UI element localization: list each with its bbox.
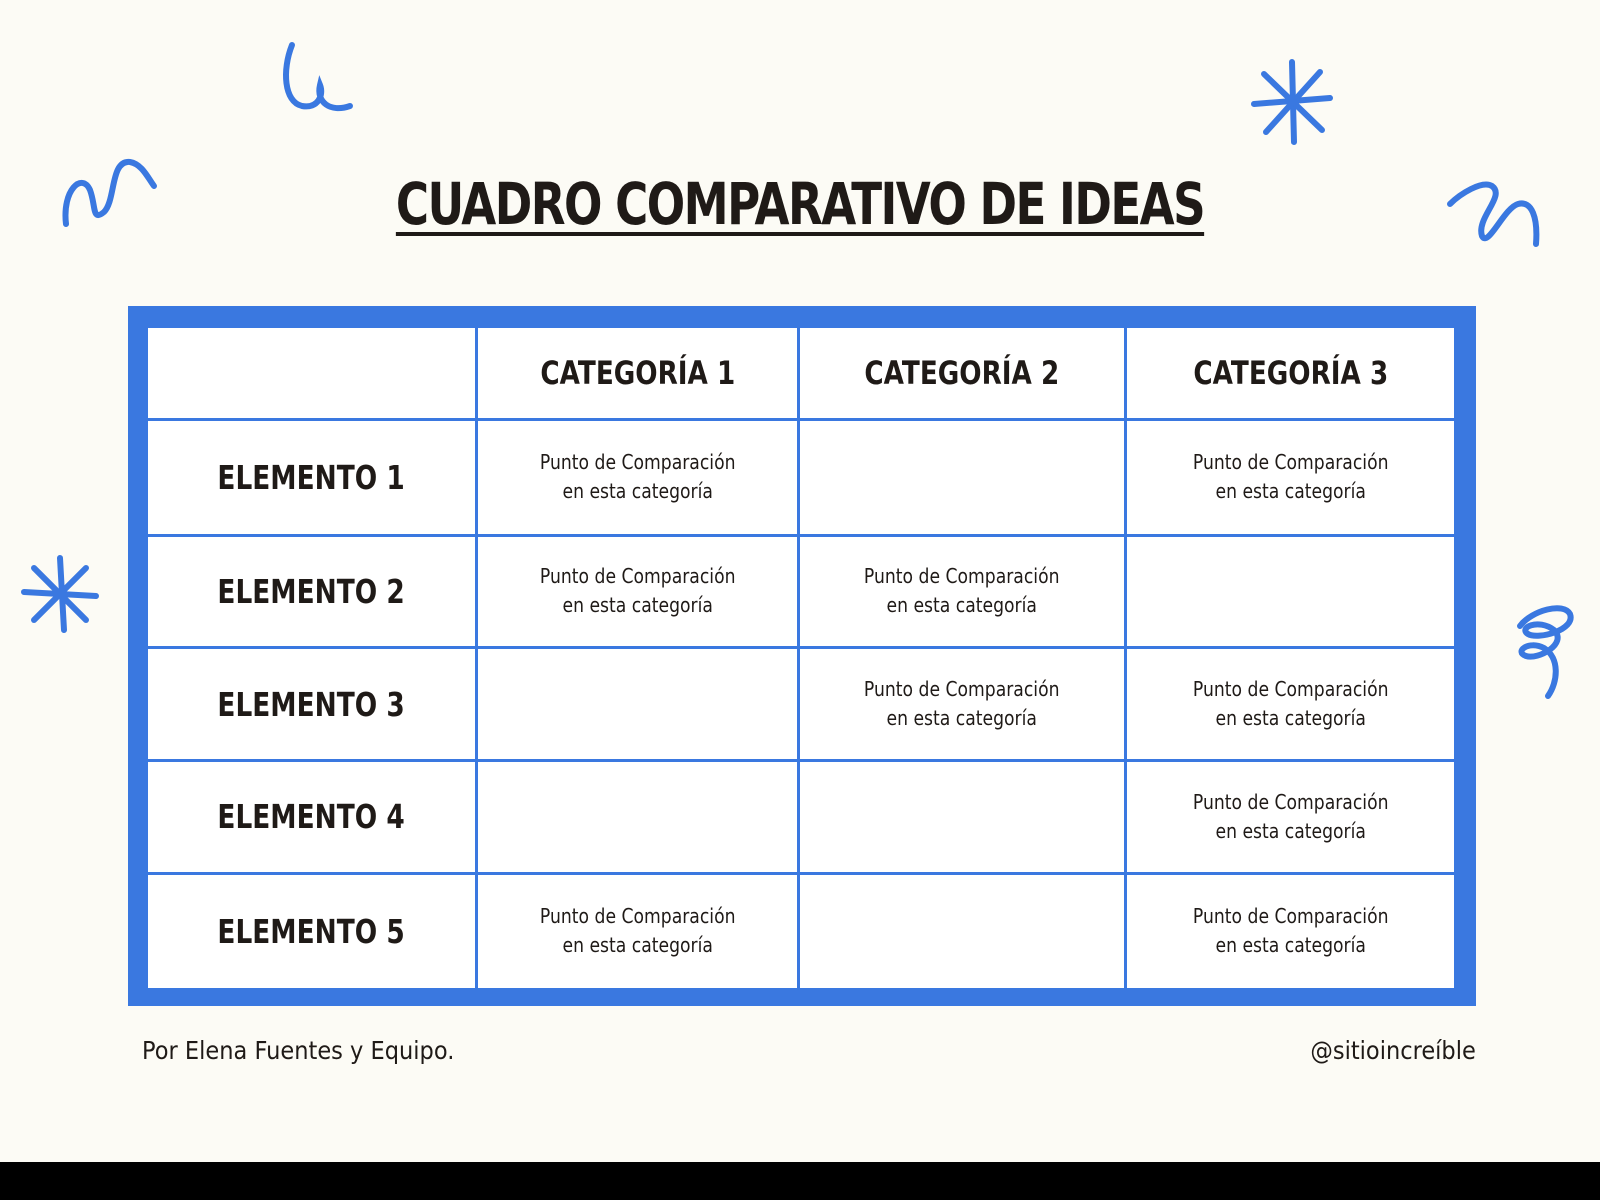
cell-line: en esta categoría [1215, 818, 1366, 843]
cell-line: en esta categoría [1215, 479, 1366, 504]
table-cell [477, 873, 799, 988]
cell-text [540, 902, 736, 960]
page-title [176, 170, 1424, 238]
cell-line: Punto de Comparación [539, 904, 736, 929]
table-row [148, 761, 1454, 874]
cell-line: Punto de Comparación [1192, 789, 1389, 814]
cell-text [540, 448, 736, 506]
cell-line: Punto de Comparación [1192, 450, 1389, 475]
cell-line: Punto de Comparación [1192, 904, 1389, 929]
comparison-table [148, 328, 1454, 988]
cell-text [1193, 675, 1389, 733]
row-header-label: ELEMENTO 3 [217, 684, 406, 724]
row-header [148, 419, 477, 535]
table-cell [799, 873, 1126, 988]
bottom-bar [0, 1162, 1600, 1200]
cell-text [864, 675, 1060, 733]
table-cell [1125, 761, 1454, 874]
table-cell [799, 761, 1126, 874]
table-row [148, 873, 1454, 988]
table-row [148, 648, 1454, 761]
table-cell [477, 419, 799, 535]
column-header [799, 328, 1126, 419]
table-cell [1125, 535, 1454, 648]
row-header [148, 648, 477, 761]
column-header-label: CATEGORÍA 3 [1193, 353, 1388, 392]
cell-line: Punto de Comparación [539, 450, 736, 475]
table-cell [477, 535, 799, 648]
header-row [148, 328, 1454, 419]
table-row [148, 535, 1454, 648]
table-cell [1125, 648, 1454, 761]
table-row [148, 419, 1454, 535]
table-cell [477, 761, 799, 874]
row-header-label: ELEMENTO 5 [217, 911, 406, 951]
comparison-table-frame [128, 306, 1476, 1006]
table-cell [799, 419, 1126, 535]
table-cell [1125, 873, 1454, 988]
wave-squiggle-icon [1446, 178, 1546, 250]
cell-line: en esta categoría [1215, 706, 1366, 731]
asterisk-icon [22, 556, 98, 632]
cell-line: Punto de Comparación [864, 564, 1060, 589]
corner-cell [148, 328, 477, 419]
column-header [1125, 328, 1454, 419]
row-header-label: ELEMENTO 2 [217, 571, 406, 611]
table-cell [1125, 419, 1454, 535]
asterisk-icon [1250, 60, 1334, 144]
social-handle: @sitioincreíble [1310, 1036, 1476, 1065]
cell-text [1193, 788, 1389, 846]
cell-line: en esta categoría [562, 593, 713, 618]
cell-line: en esta categoría [886, 706, 1038, 731]
column-header [477, 328, 799, 419]
row-header [148, 761, 477, 874]
row-header-label: ELEMENTO 4 [217, 797, 406, 837]
cell-line: Punto de Comparación [864, 677, 1060, 702]
table-cell [799, 648, 1126, 761]
cell-line: Punto de Comparación [1192, 677, 1389, 702]
cell-line: en esta categoría [1215, 933, 1366, 958]
column-header-label: CATEGORÍA 2 [864, 353, 1060, 392]
table-cell [799, 535, 1126, 648]
column-header-label: CATEGORÍA 1 [540, 353, 736, 392]
cell-line: en esta categoría [886, 593, 1038, 618]
curl-squiggle-icon [1508, 600, 1578, 704]
cell-line: Punto de Comparación [539, 564, 736, 589]
cell-text [1193, 448, 1389, 506]
row-header [148, 535, 477, 648]
row-header [148, 873, 477, 988]
wave-squiggle-icon [60, 150, 160, 230]
cell-text [864, 562, 1060, 620]
page-title-text: CUADRO COMPARATIVO DE IDEAS [395, 170, 1205, 238]
cell-text [540, 562, 736, 620]
cell-line: en esta categoría [562, 479, 713, 504]
cell-line: en esta categoría [562, 933, 713, 958]
cell-text [1193, 902, 1389, 960]
loop-squiggle-icon [280, 40, 360, 115]
row-header-label: ELEMENTO 1 [217, 457, 406, 497]
table-cell [477, 648, 799, 761]
author-credit: Por Elena Fuentes y Equipo. [142, 1036, 455, 1065]
